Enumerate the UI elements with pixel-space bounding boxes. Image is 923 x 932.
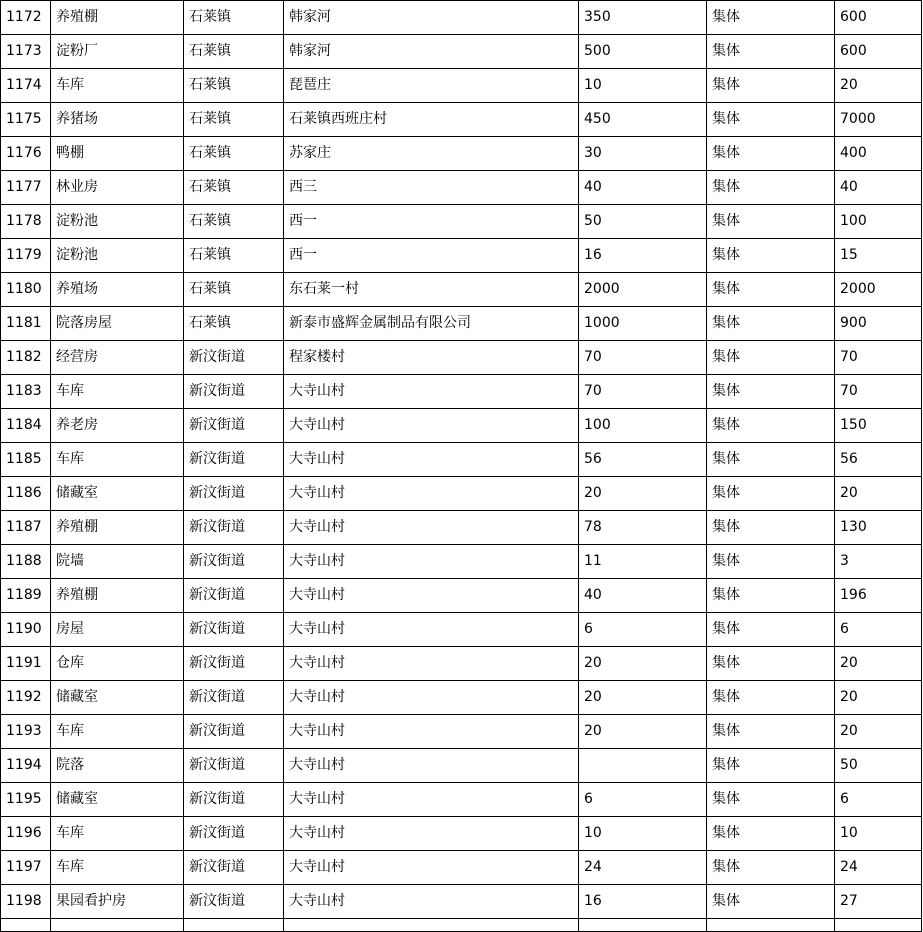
table-row (1, 103, 922, 137)
cell-address: 大寺山村 (284, 409, 579, 443)
cell-owner: 集体 (707, 69, 835, 103)
cell-owner: 集体 (707, 749, 835, 783)
cell-address: 程家楼村 (284, 341, 579, 375)
cell-address: 大寺山村 (284, 885, 579, 919)
cell-id: 1176 (1, 137, 51, 171)
cell-name: 淀粉池 (51, 239, 184, 273)
cell-owner: 集体 (707, 613, 835, 647)
cell-address: 大寺山村 (284, 613, 579, 647)
cell-name: 储藏室 (51, 783, 184, 817)
cell-town: 新汶街道 (184, 851, 284, 885)
cell-value: 20 (835, 715, 922, 749)
cell-address: 大寺山村 (284, 715, 579, 749)
table-row (1, 375, 922, 409)
cell-id (1, 919, 51, 932)
cell-owner: 集体 (707, 511, 835, 545)
cell-area: 1000 (579, 307, 707, 341)
cell-town: 新汶街道 (184, 647, 284, 681)
cell-owner: 集体 (707, 103, 835, 137)
cell-address: 大寺山村 (284, 851, 579, 885)
cell-town: 新汶街道 (184, 511, 284, 545)
cell-id: 1192 (1, 681, 51, 715)
cell-value: 70 (835, 341, 922, 375)
cell-id: 1175 (1, 103, 51, 137)
cell-owner: 集体 (707, 851, 835, 885)
cell-town: 新汶街道 (184, 715, 284, 749)
cell-owner: 集体 (707, 885, 835, 919)
cell-value: 400 (835, 137, 922, 171)
cell-area: 40 (579, 171, 707, 205)
cell-address: 大寺山村 (284, 477, 579, 511)
cell-value: 50 (835, 749, 922, 783)
cell-owner: 集体 (707, 137, 835, 171)
cell-area: 50 (579, 205, 707, 239)
cell-id: 1183 (1, 375, 51, 409)
table-row (1, 715, 922, 749)
cell-name: 养猪场 (51, 103, 184, 137)
cell-area: 16 (579, 239, 707, 273)
cell-town: 石莱镇 (184, 1, 284, 35)
table-row (1, 511, 922, 545)
cell-address: 韩家河 (284, 1, 579, 35)
cell-id: 1195 (1, 783, 51, 817)
cell-area: 20 (579, 715, 707, 749)
cell-value: 7000 (835, 103, 922, 137)
table-row (1, 851, 922, 885)
cell-owner: 集体 (707, 171, 835, 205)
cell-owner: 集体 (707, 647, 835, 681)
cell-id: 1187 (1, 511, 51, 545)
cell-owner: 集体 (707, 477, 835, 511)
table-row (1, 885, 922, 919)
cell-id: 1181 (1, 307, 51, 341)
cell-name: 院墙 (51, 545, 184, 579)
cell-town: 石莱镇 (184, 69, 284, 103)
table-row (1, 341, 922, 375)
cell-value: 24 (835, 851, 922, 885)
cell-address: 大寺山村 (284, 647, 579, 681)
cell-name: 车库 (51, 817, 184, 851)
cell-owner (707, 919, 835, 932)
table-row (1, 409, 922, 443)
cell-town: 石莱镇 (184, 273, 284, 307)
cell-id: 1179 (1, 239, 51, 273)
cell-name: 车库 (51, 69, 184, 103)
cell-town: 新汶街道 (184, 885, 284, 919)
table-body (1, 1, 922, 932)
cell-id: 1186 (1, 477, 51, 511)
cell-area: 40 (579, 579, 707, 613)
cell-value: 40 (835, 171, 922, 205)
cell-town: 新汶街道 (184, 341, 284, 375)
cell-area: 70 (579, 341, 707, 375)
table-row (1, 443, 922, 477)
cell-id: 1191 (1, 647, 51, 681)
cell-name: 林业房 (51, 171, 184, 205)
cell-name: 车库 (51, 851, 184, 885)
table-row (1, 171, 922, 205)
table-row (1, 681, 922, 715)
cell-area: 24 (579, 851, 707, 885)
cell-id: 1172 (1, 1, 51, 35)
cell-address: 大寺山村 (284, 749, 579, 783)
cell-name: 院落房屋 (51, 307, 184, 341)
cell-name: 车库 (51, 715, 184, 749)
cell-name: 储藏室 (51, 477, 184, 511)
cell-value: 20 (835, 477, 922, 511)
cell-id: 1197 (1, 851, 51, 885)
table-row (1, 647, 922, 681)
cell-value: 6 (835, 613, 922, 647)
cell-value: 196 (835, 579, 922, 613)
table-row (1, 817, 922, 851)
cell-town: 石莱镇 (184, 171, 284, 205)
cell-id: 1182 (1, 341, 51, 375)
cell-value: 130 (835, 511, 922, 545)
cell-town: 石莱镇 (184, 307, 284, 341)
cell-owner: 集体 (707, 205, 835, 239)
cell-town: 新汶街道 (184, 749, 284, 783)
cell-id: 1174 (1, 69, 51, 103)
cell-town: 新汶街道 (184, 545, 284, 579)
cell-id: 1194 (1, 749, 51, 783)
cell-area: 2000 (579, 273, 707, 307)
cell-town: 新汶街道 (184, 783, 284, 817)
table-row (1, 307, 922, 341)
table-row (1, 477, 922, 511)
cell-area (579, 919, 707, 932)
table-row (1, 35, 922, 69)
cell-value: 2000 (835, 273, 922, 307)
cell-area: 20 (579, 477, 707, 511)
cell-owner: 集体 (707, 409, 835, 443)
cell-owner: 集体 (707, 35, 835, 69)
cell-value: 27 (835, 885, 922, 919)
cell-address: 韩家河 (284, 35, 579, 69)
table-row (1, 579, 922, 613)
cell-area: 70 (579, 375, 707, 409)
cell-owner: 集体 (707, 681, 835, 715)
cell-address: 大寺山村 (284, 817, 579, 851)
cell-value: 15 (835, 239, 922, 273)
cell-town: 石莱镇 (184, 205, 284, 239)
cell-name: 养殖棚 (51, 511, 184, 545)
table-row (1, 69, 922, 103)
cell-owner: 集体 (707, 375, 835, 409)
cell-town: 石莱镇 (184, 239, 284, 273)
cell-name: 淀粉厂 (51, 35, 184, 69)
cell-owner: 集体 (707, 783, 835, 817)
cell-name: 养老房 (51, 409, 184, 443)
cell-area: 6 (579, 783, 707, 817)
cell-value: 20 (835, 681, 922, 715)
cell-owner: 集体 (707, 443, 835, 477)
cell-area: 16 (579, 885, 707, 919)
cell-area: 78 (579, 511, 707, 545)
cell-address: 西三 (284, 171, 579, 205)
cell-town: 新汶街道 (184, 477, 284, 511)
cell-id: 1196 (1, 817, 51, 851)
cell-id: 1189 (1, 579, 51, 613)
cell-name: 房屋 (51, 613, 184, 647)
cell-address: 石莱镇西班庄村 (284, 103, 579, 137)
cell-name: 淀粉池 (51, 205, 184, 239)
cell-value: 70 (835, 375, 922, 409)
cell-id: 1184 (1, 409, 51, 443)
cell-name: 车库 (51, 443, 184, 477)
cell-area: 10 (579, 817, 707, 851)
cell-id: 1190 (1, 613, 51, 647)
cell-town: 新汶街道 (184, 681, 284, 715)
cell-name: 养殖棚 (51, 1, 184, 35)
cell-area: 30 (579, 137, 707, 171)
cell-area: 56 (579, 443, 707, 477)
cell-value: 20 (835, 647, 922, 681)
cell-owner: 集体 (707, 545, 835, 579)
table-row (1, 239, 922, 273)
cell-id: 1198 (1, 885, 51, 919)
cell-value: 100 (835, 205, 922, 239)
cell-value: 150 (835, 409, 922, 443)
cell-id: 1173 (1, 35, 51, 69)
cell-town: 新汶街道 (184, 375, 284, 409)
cell-value: 20 (835, 69, 922, 103)
cell-area: 350 (579, 1, 707, 35)
cell-address: 大寺山村 (284, 681, 579, 715)
cell-town: 新汶街道 (184, 579, 284, 613)
cell-id: 1178 (1, 205, 51, 239)
cell-value: 900 (835, 307, 922, 341)
cell-town: 新汶街道 (184, 613, 284, 647)
cell-name: 果园看护房 (51, 885, 184, 919)
cell-address: 大寺山村 (284, 443, 579, 477)
cell-area: 450 (579, 103, 707, 137)
cell-town: 新汶街道 (184, 817, 284, 851)
cell-value: 600 (835, 35, 922, 69)
cell-address: 西一 (284, 239, 579, 273)
cell-town: 新汶街道 (184, 409, 284, 443)
cell-name: 院落 (51, 749, 184, 783)
cell-address: 新泰市盛辉金属制品有限公司 (284, 307, 579, 341)
cell-name: 养殖场 (51, 273, 184, 307)
cell-area: 100 (579, 409, 707, 443)
cell-name: 鸭棚 (51, 137, 184, 171)
cell-address: 大寺山村 (284, 511, 579, 545)
cell-address: 西一 (284, 205, 579, 239)
cell-id: 1180 (1, 273, 51, 307)
table-row (1, 545, 922, 579)
cell-town: 石莱镇 (184, 137, 284, 171)
cell-name: 储藏室 (51, 681, 184, 715)
cell-owner: 集体 (707, 341, 835, 375)
cell-area: 20 (579, 647, 707, 681)
cell-id: 1188 (1, 545, 51, 579)
cell-value: 3 (835, 545, 922, 579)
cell-id: 1177 (1, 171, 51, 205)
cell-address: 琵琶庄 (284, 69, 579, 103)
cell-town: 石莱镇 (184, 103, 284, 137)
cell-id: 1193 (1, 715, 51, 749)
cell-value: 10 (835, 817, 922, 851)
cell-name: 养殖棚 (51, 579, 184, 613)
cell-name: 仓库 (51, 647, 184, 681)
cell-name: 车库 (51, 375, 184, 409)
table-row (1, 1, 922, 35)
table-row (1, 749, 922, 783)
cell-area: 20 (579, 681, 707, 715)
table-row (1, 919, 922, 932)
cell-owner: 集体 (707, 273, 835, 307)
cell-name (51, 919, 184, 932)
cell-address (284, 919, 579, 932)
cell-owner: 集体 (707, 817, 835, 851)
table-row (1, 205, 922, 239)
cell-town: 新汶街道 (184, 443, 284, 477)
cell-owner: 集体 (707, 579, 835, 613)
cell-address: 大寺山村 (284, 375, 579, 409)
cell-area: 11 (579, 545, 707, 579)
cell-owner: 集体 (707, 715, 835, 749)
cell-address: 大寺山村 (284, 579, 579, 613)
cell-value (835, 919, 922, 932)
cell-id: 1185 (1, 443, 51, 477)
cell-name: 经营房 (51, 341, 184, 375)
cell-value: 600 (835, 1, 922, 35)
cell-address: 大寺山村 (284, 545, 579, 579)
cell-address: 苏家庄 (284, 137, 579, 171)
cell-area: 6 (579, 613, 707, 647)
cell-area (579, 749, 707, 783)
cell-area: 500 (579, 35, 707, 69)
table-row (1, 273, 922, 307)
cell-town (184, 919, 284, 932)
cell-town: 石莱镇 (184, 35, 284, 69)
cell-value: 56 (835, 443, 922, 477)
cell-owner: 集体 (707, 1, 835, 35)
cell-address: 东石莱一村 (284, 273, 579, 307)
cell-address: 大寺山村 (284, 783, 579, 817)
table-row (1, 137, 922, 171)
cell-area: 10 (579, 69, 707, 103)
table-row (1, 783, 922, 817)
table-row (1, 613, 922, 647)
cell-owner: 集体 (707, 239, 835, 273)
cell-owner: 集体 (707, 307, 835, 341)
cell-value: 6 (835, 783, 922, 817)
